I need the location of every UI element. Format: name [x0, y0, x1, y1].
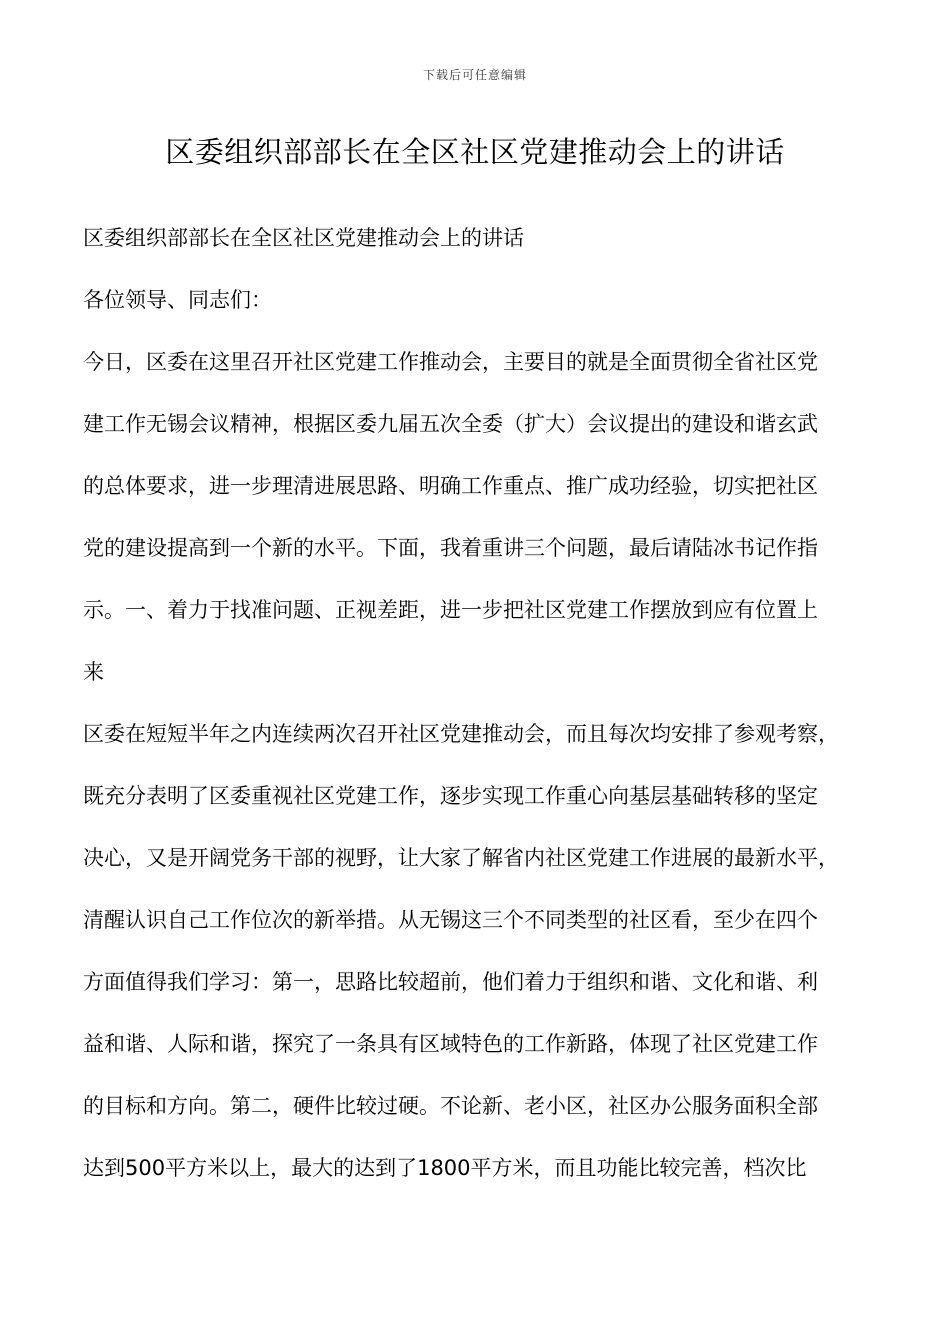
greeting: 各位领导、同志们：: [83, 288, 272, 312]
paragraph-line: 方面值得我们学习：第一，思路比较超前，他们着力于组织和谐、文化和谐、利: [83, 970, 818, 994]
header-note: 下载后可任意编辑: [422, 68, 527, 82]
paragraph-line: 示。一、着力于找准问题、正视差距，进一步把社区党建工作摆放到应有位置上: [83, 598, 818, 622]
paragraph-line: 决心，又是开阔党务干部的视野，让大家了解省内社区党建工作进展的最新水平，: [83, 846, 839, 870]
document-title: 区委组织部部长在全区社区党建推动会上的讲话: [165, 135, 785, 169]
paragraph-2: [83, 703, 873, 1199]
paragraph-line: 既充分表明了区委重视社区党建工作，逐步实现工作重心向基层基础转移的坚定: [83, 784, 818, 808]
paragraph-line: 来: [83, 660, 104, 684]
paragraph-line: 今日，区委在这里召开社区党建工作推动会，主要目的就是全面贯彻全省社区党: [83, 350, 818, 374]
paragraph-line: 建工作无锡会议精神，根据区委九届五次全委（扩大）会议提出的建设和谐玄武: [83, 412, 818, 436]
paragraph-line: 的目标和方向。第二，硬件比较过硬。不论新、老小区，社区办公服务面积全部: [83, 1094, 818, 1118]
paragraph-line: 区委在短短半年之内连续两次召开社区党建推动会，而且每次均安排了参观考察，: [83, 722, 839, 746]
paragraph-line: 清醒认识自己工作位次的新举措。从无锡这三个不同类型的社区看，至少在四个: [83, 908, 818, 932]
paragraph-line: 达到500平方米以上，最大的达到了1800平方米，而且功能比较完善，档次比: [83, 1156, 807, 1180]
paragraph-line: 益和谐、人际和谐，探究了一条具有区域特色的工作新路，体现了社区党建工作: [83, 1032, 818, 1056]
paragraph-1: [83, 331, 873, 703]
document-subtitle: 区委组织部部长在全区社区党建推动会上的讲话: [83, 226, 524, 250]
paragraph-line: 党的建设提高到一个新的水平。下面，我着重讲三个问题，最后请陆冰书记作指: [83, 536, 818, 560]
paragraph-line: 的总体要求，进一步理清进展思路、明确工作重点、推广成功经验，切实把社区: [83, 474, 818, 498]
